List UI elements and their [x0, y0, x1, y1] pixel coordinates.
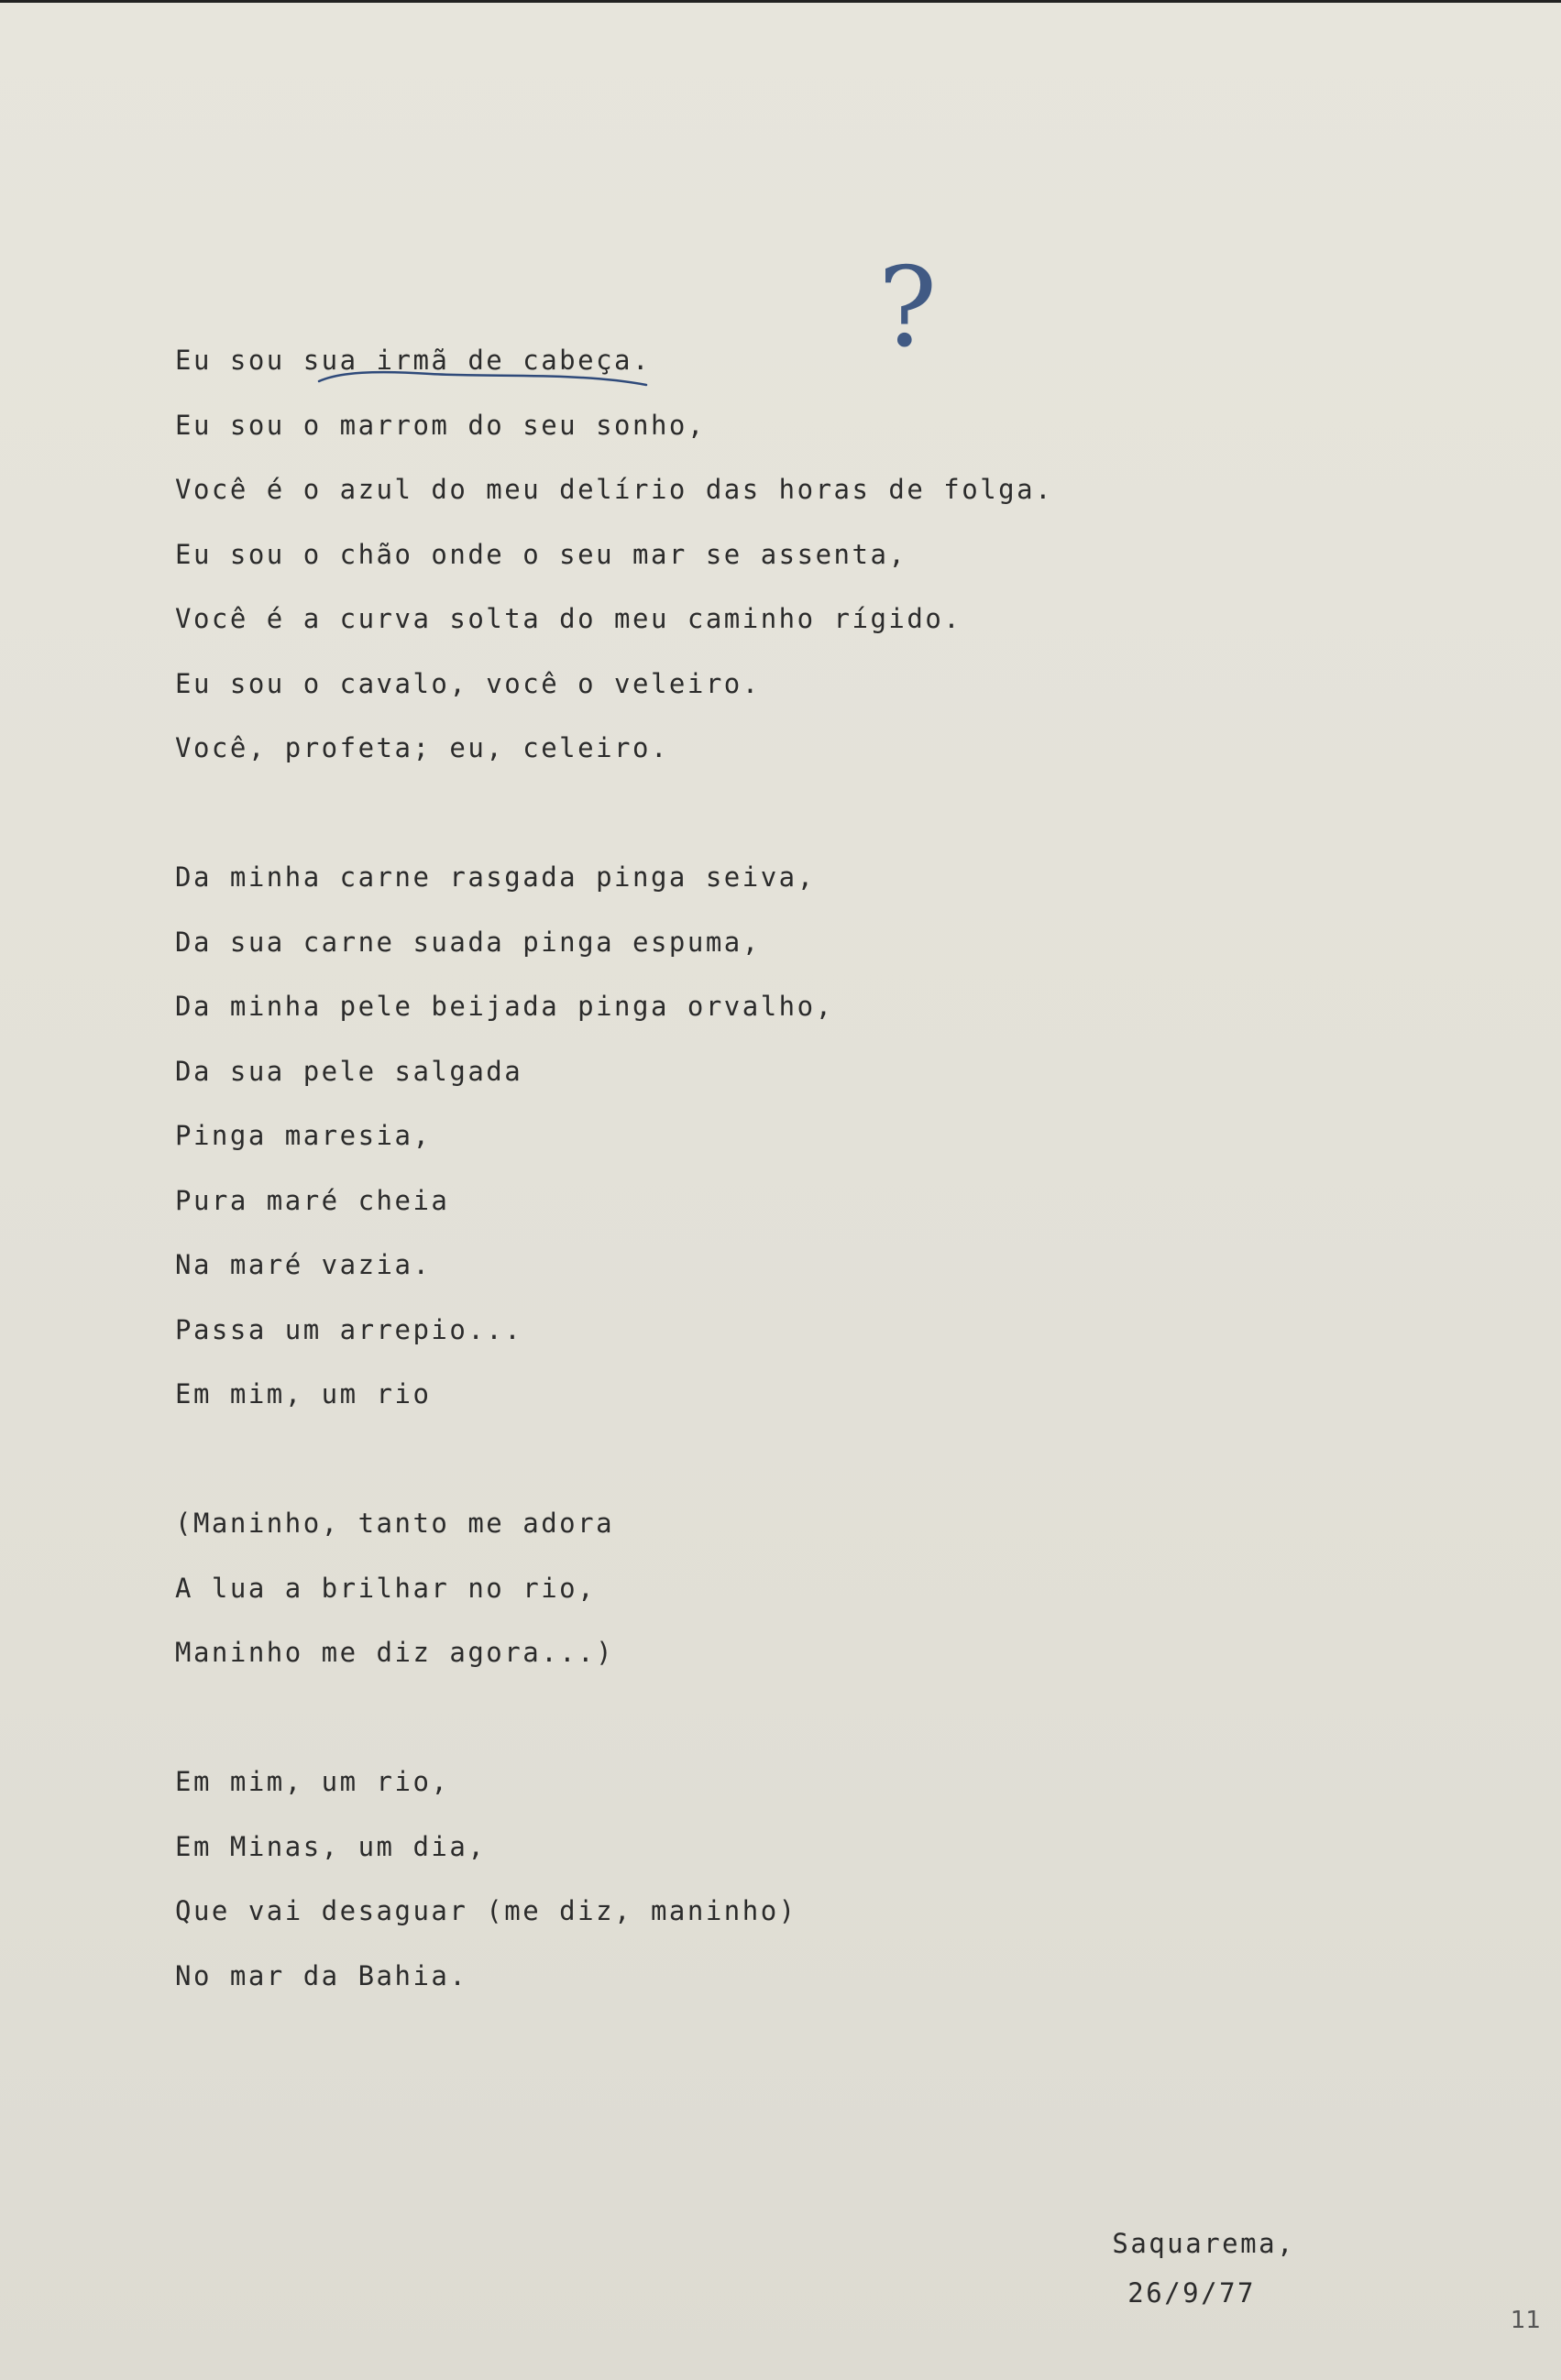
poem-line: Em mim, um rio	[175, 1378, 432, 1409]
poem-line: Da minha carne rasgada pinga seiva,	[175, 861, 816, 893]
poem-line: Da sua carne suada pinga espuma,	[175, 926, 761, 958]
poem-line: Pura maré cheia	[175, 1184, 450, 1216]
stanza-break	[175, 781, 1053, 846]
poem-line: Em Minas, um dia,	[175, 1830, 487, 1862]
stanza-break	[175, 1685, 1053, 1750]
poem-line: Você, profeta; eu, celeiro.	[175, 732, 669, 763]
signature-date: 26/9/77	[1127, 2277, 1256, 2309]
poem-line: Passa um arrepio...	[175, 1313, 523, 1345]
poem-line: Da sua pele salgada	[175, 1055, 523, 1087]
poem-line: (Maninho, tanto me adora	[175, 1508, 615, 1539]
poem-line: Maninho me diz agora...)	[175, 1637, 615, 1668]
poem-line: Eu sou o cavalo, você o veleiro.	[175, 667, 761, 699]
poem-line: Pinga maresia,	[175, 1120, 432, 1151]
poem-line: Você é a curva solta do meu caminho rígido.	[175, 603, 962, 634]
poem-line: Que vai desaguar (me diz, maninho)	[175, 1895, 797, 1926]
signature-place: Saquarema,	[1112, 2228, 1295, 2259]
poem	[175, 328, 1053, 2008]
poem-line: Da minha pele beijada pinga orvalho,	[175, 991, 834, 1022]
poem-line: Eu sou sua irmã de cabeça.	[175, 345, 651, 376]
poem-line: Eu sou o marrom do seu sonho,	[175, 409, 706, 441]
poem-line: A lua a brilhar no rio,	[175, 1572, 597, 1604]
poem-line: No mar da Bahia.	[175, 1959, 468, 1991]
poem-line: Eu sou o chão onde o seu mar se assenta,	[175, 538, 907, 570]
page-number: 11	[1510, 2307, 1541, 2334]
poem-line: Em mim, um rio,	[175, 1766, 450, 1797]
question-mark-glyph: ?	[877, 245, 938, 371]
poem-line: Você é o azul do meu delírio das horas de folga.	[175, 474, 1054, 505]
poem-line: Na maré vazia.	[175, 1249, 432, 1280]
stanza-break	[175, 1427, 1053, 1492]
